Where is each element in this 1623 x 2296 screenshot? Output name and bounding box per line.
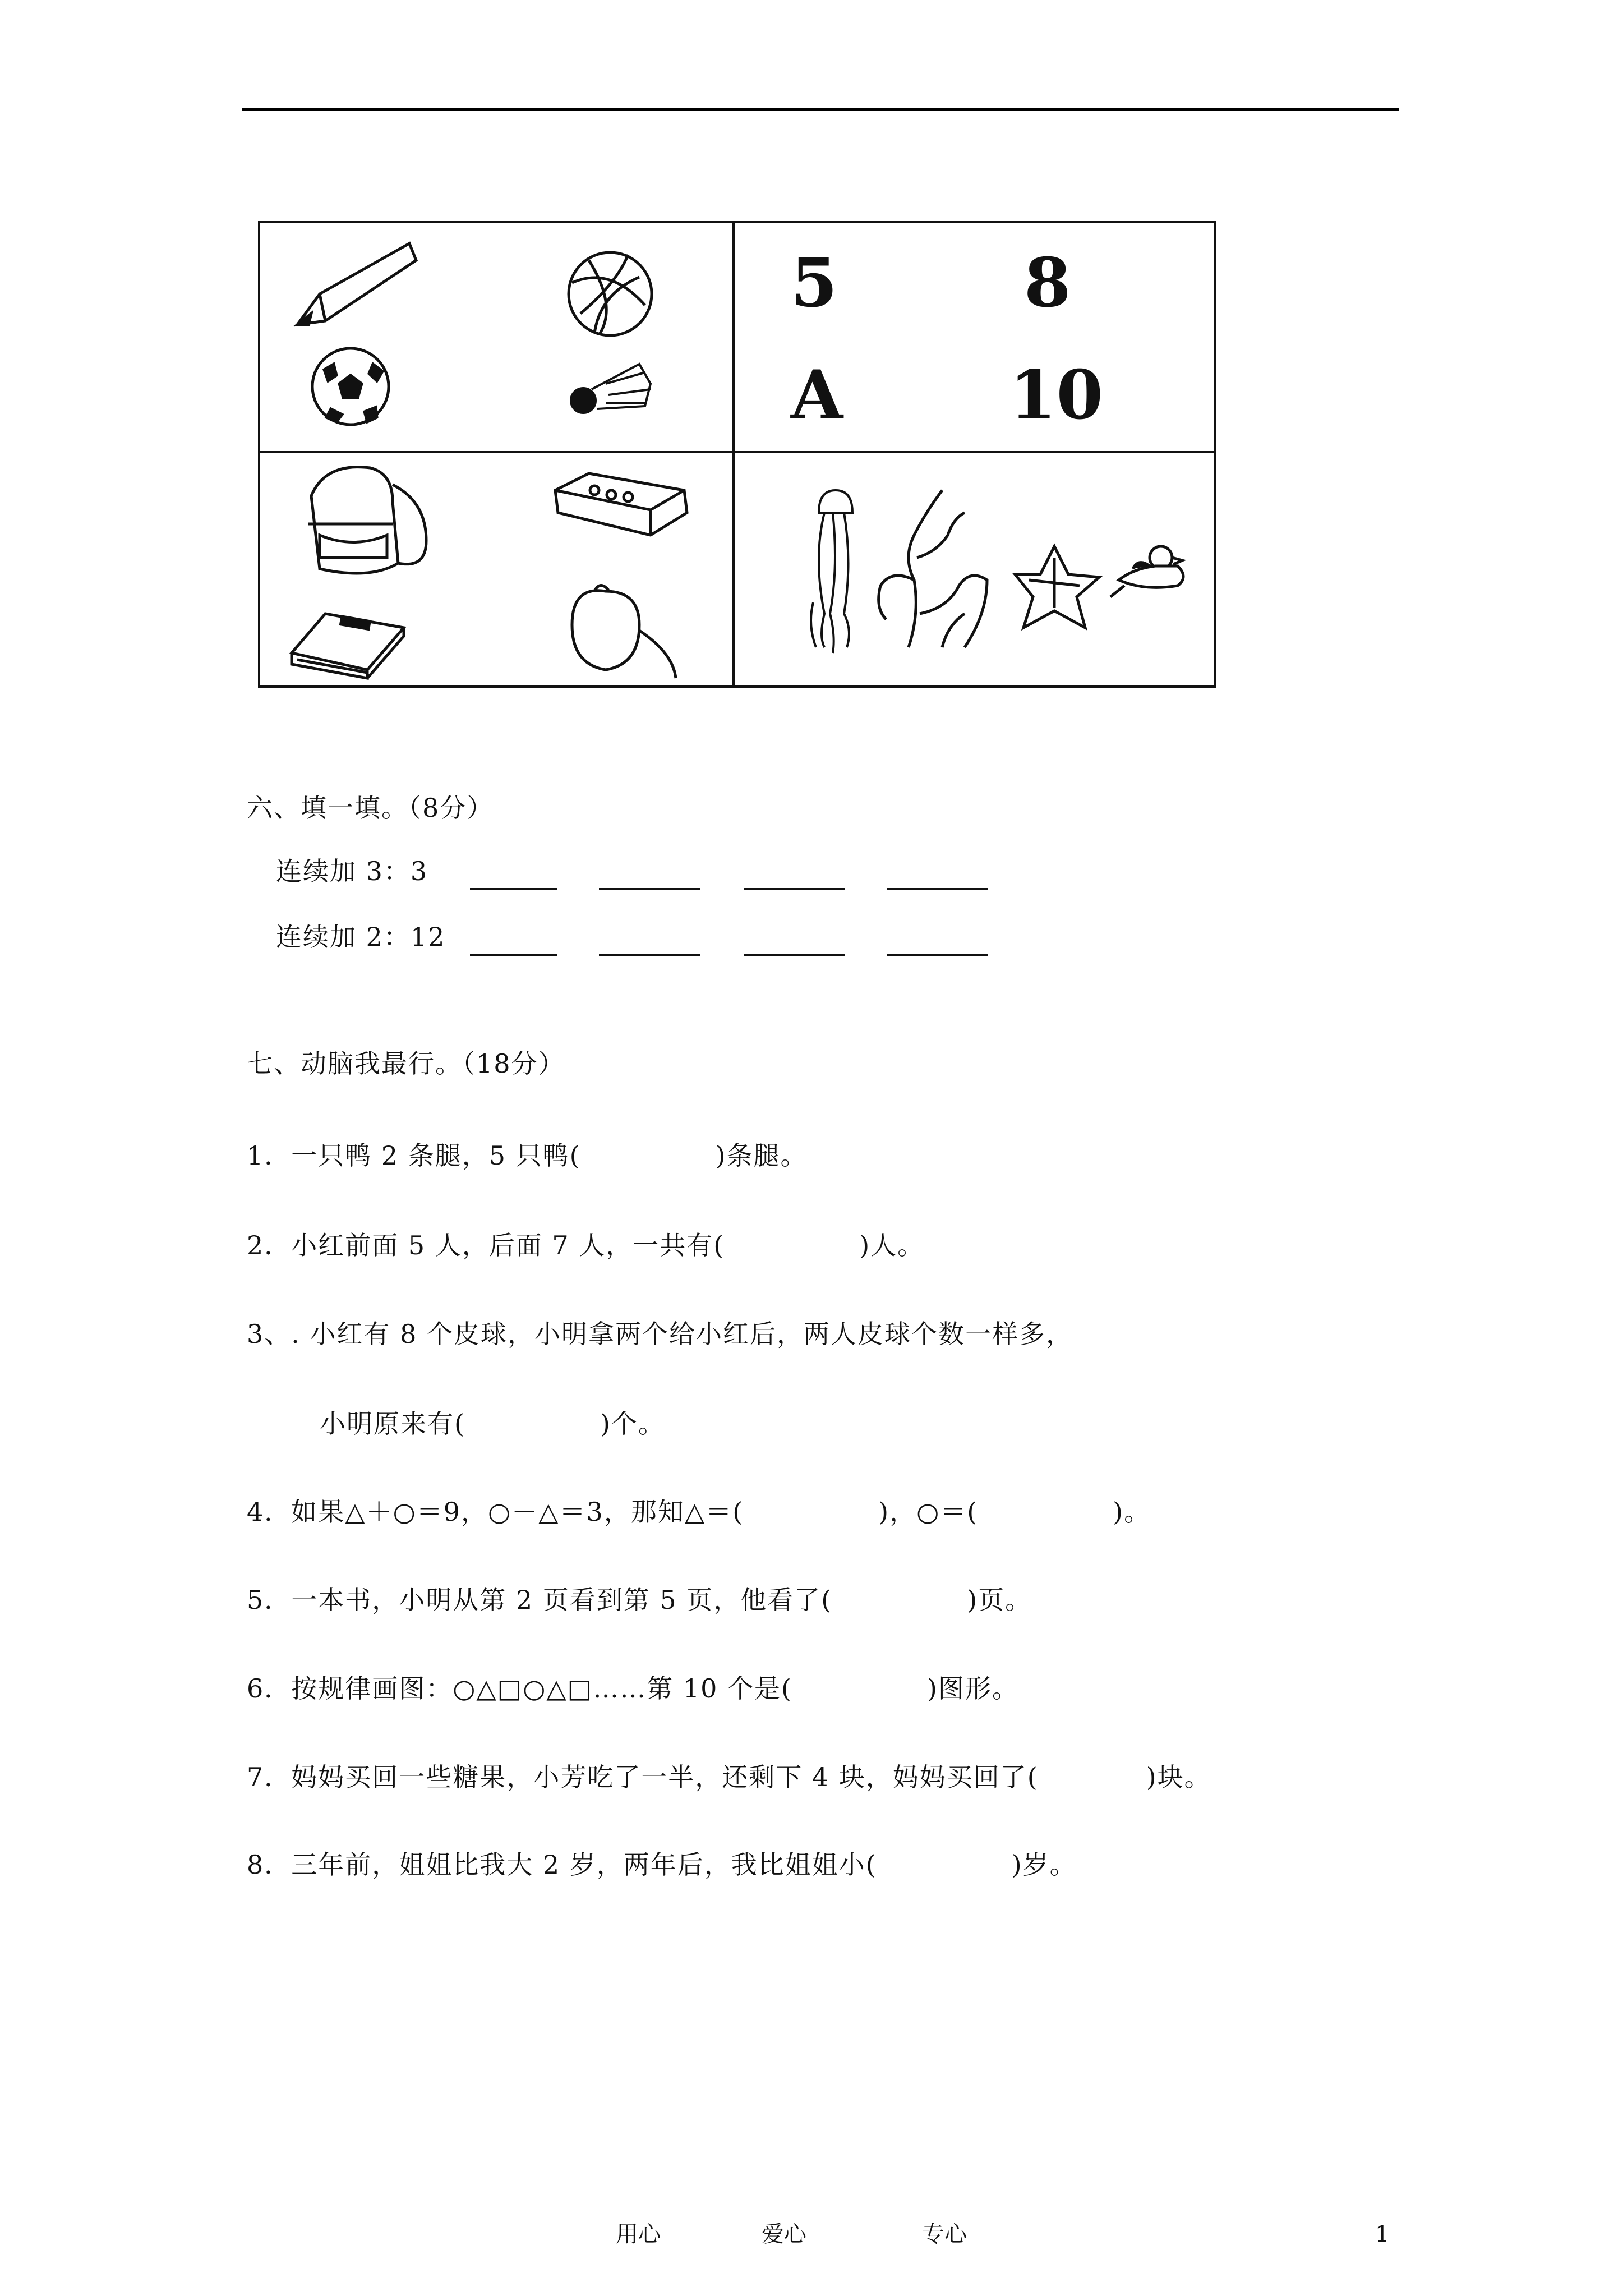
fill-blank[interactable] xyxy=(470,888,557,890)
pencil-case-icon xyxy=(555,473,687,535)
purse-icon xyxy=(572,585,676,678)
starfish-icon xyxy=(1015,546,1099,628)
fill-blank[interactable] xyxy=(599,954,700,956)
volleyball-icon xyxy=(569,252,652,335)
soccer-ball-icon xyxy=(312,348,389,425)
question-8: 8．三年前，姐姐比我大 2 岁，两年后，我比姐姐小( )岁。 xyxy=(247,1849,1077,1880)
section6-row1-label: 连续加 3：3 xyxy=(276,856,428,886)
section6-row2-label: 连续加 2：12 xyxy=(276,922,446,952)
coral-icon xyxy=(879,490,987,647)
picture-grid xyxy=(258,221,1216,688)
book-icon xyxy=(292,614,404,678)
footer-middle: 爱心 xyxy=(762,2221,806,2247)
question-6: 6．按规律画图：○△□○△□……第 10 个是( )图形。 xyxy=(247,1673,1019,1704)
backpack-icon xyxy=(308,467,426,573)
question-5: 5．一本书，小明从第 2 页看到第 5 页，他看了( )页。 xyxy=(247,1585,1032,1615)
fill-blank[interactable] xyxy=(887,954,988,956)
symbol-a: A xyxy=(791,356,843,435)
section7-heading: 七、动脑我最行。（18分） xyxy=(247,1048,565,1079)
section6-heading: 六、填一填。（8分） xyxy=(247,793,494,823)
symbol-5: 5 xyxy=(791,243,838,323)
symbol-10: 10 xyxy=(1009,356,1103,435)
shuttlecock-icon xyxy=(571,364,651,413)
question-4: 4．如果△＋○＝9，○－△＝3，那知△＝( )，○＝( )。 xyxy=(247,1497,1151,1527)
footer-left: 用心 xyxy=(616,2221,661,2247)
question-7: 7．妈妈买回一些糖果，小芳吃了一半，还剩下 4 块，妈妈买回了( )块。 xyxy=(247,1762,1211,1792)
fill-blank[interactable] xyxy=(887,888,988,890)
fill-blank[interactable] xyxy=(744,888,845,890)
jellyfish-icon xyxy=(811,490,852,653)
pencil-icon xyxy=(297,243,416,325)
page-number: 1 xyxy=(1375,2221,1390,2247)
fill-blank[interactable] xyxy=(470,954,557,956)
question-3-continued: 小明原来有( )个。 xyxy=(320,1409,665,1439)
question-1: 1．一只鸭 2 条腿，5 只鸭( )条腿。 xyxy=(247,1140,808,1171)
bird-icon xyxy=(1110,546,1183,597)
question-2: 2．小红前面 5 人，后面 7 人，一共有( )人。 xyxy=(247,1230,925,1260)
fill-blank[interactable] xyxy=(599,888,700,890)
question-3: 3、. 小红有 8 个皮球，小明拿两个给小红后，两人皮球个数一样多， xyxy=(247,1319,1073,1349)
header-rule xyxy=(242,108,1399,111)
fill-blank[interactable] xyxy=(744,954,845,956)
footer-right: 专心 xyxy=(922,2221,967,2247)
symbol-8: 8 xyxy=(1024,243,1071,323)
